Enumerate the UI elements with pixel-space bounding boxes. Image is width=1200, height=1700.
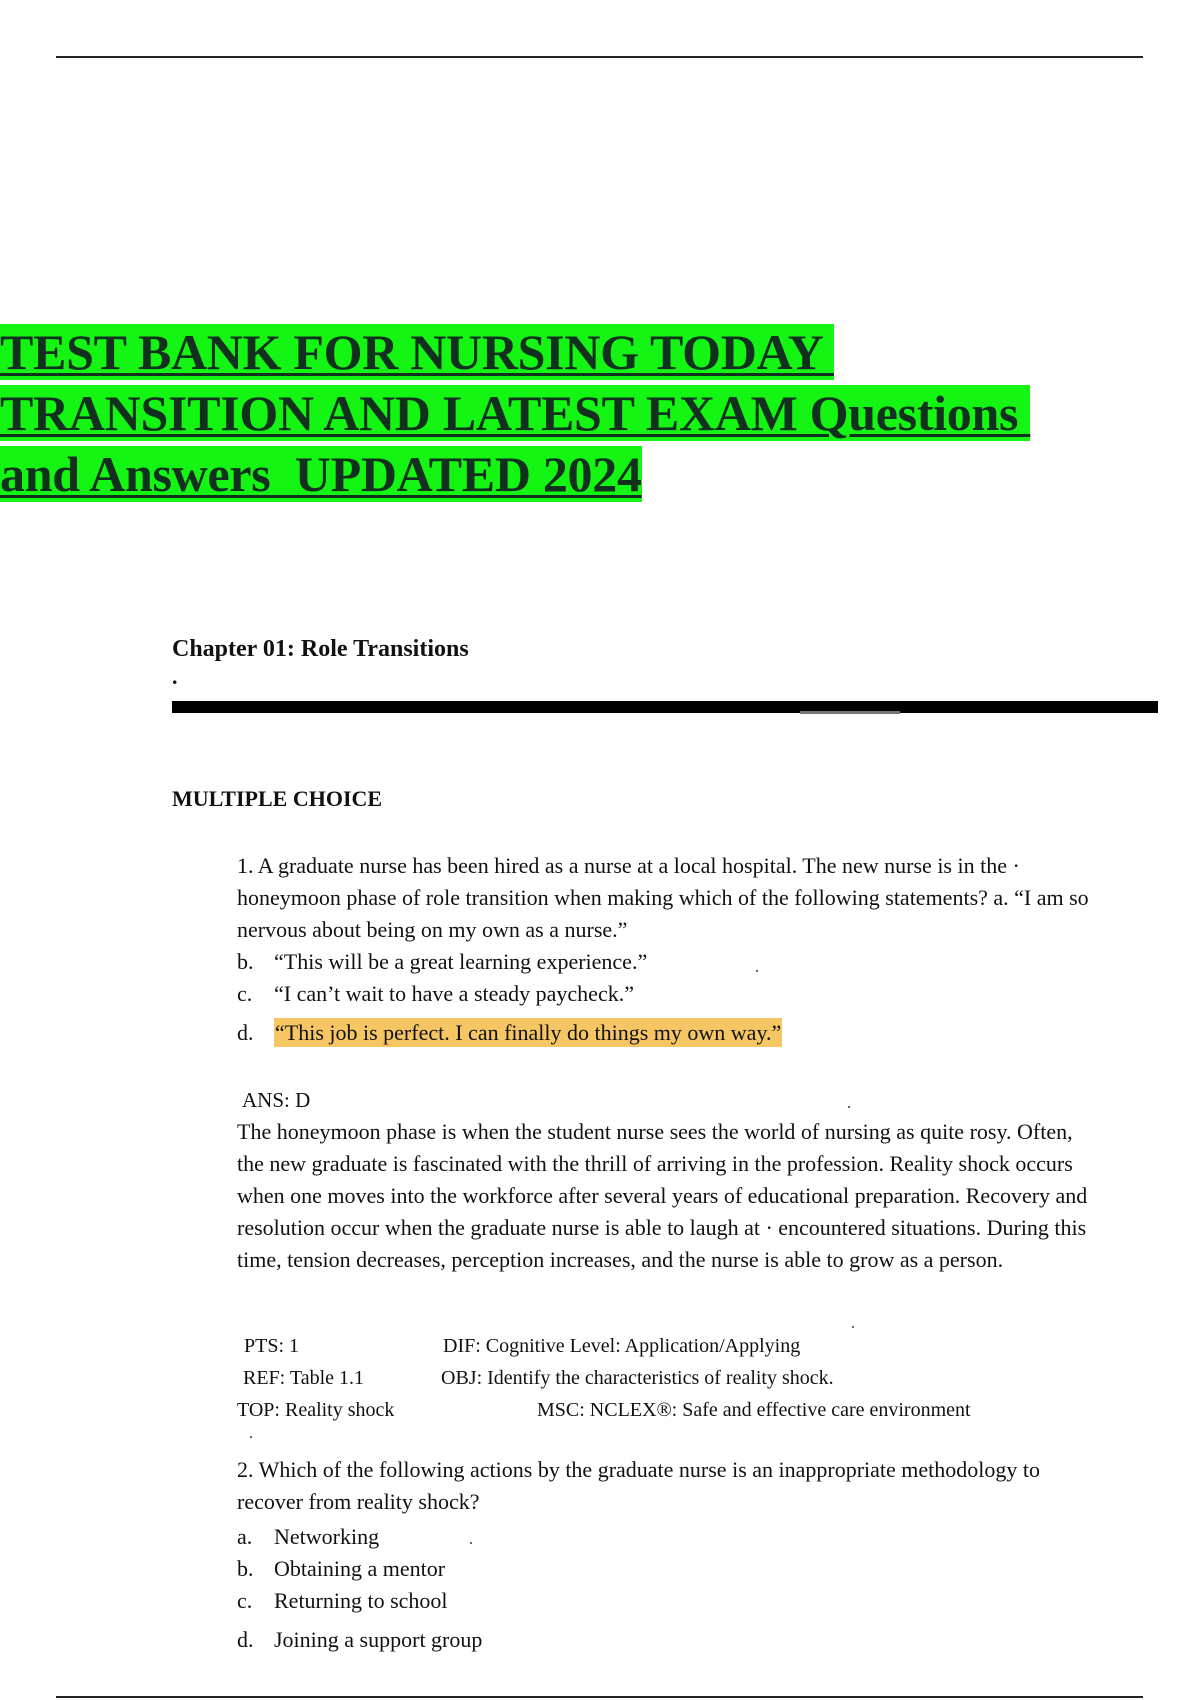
divider-artifact — [800, 711, 900, 714]
option-text: “I can’t wait to have a steady paycheck.” — [274, 981, 634, 1006]
option-text: Joining a support group — [274, 1627, 483, 1652]
question-1-stem: 1. A graduate nurse has been hired as a nurse at a local hospital. The new nurse is in the · honeymoon phase of role transition when making which of the following statements? a. “I am so nervous about being on my own as a nurse.” — [237, 853, 1089, 942]
highlighted-answer-text: “This job is perfect. I can finally do things my own way.” — [275, 1020, 782, 1045]
question-2-option-a — [237, 1522, 379, 1552]
option-letter: d. — [237, 1020, 254, 1045]
bottom-rule — [56, 1696, 1143, 1698]
option-letter: a. — [237, 1524, 253, 1549]
chapter-heading: Chapter 01: Role Transitions — [172, 636, 469, 662]
scan-speck — [848, 1106, 850, 1108]
meta-topic: TOP: Reality shock — [237, 1399, 395, 1421]
question-1-option-c — [237, 979, 634, 1009]
option-text: Networking — [274, 1524, 380, 1549]
question-1-option-b — [237, 947, 647, 977]
question-2-stem: 2. Which of the following actions by the graduate nurse is an inappropriate methodology to recover from reality shock? — [237, 1457, 1041, 1514]
scan-speck — [756, 970, 758, 972]
meta-reference: REF: Table 1.1 — [243, 1367, 365, 1389]
option-text: Returning to school — [274, 1588, 448, 1613]
scan-speck — [250, 1436, 252, 1438]
title-line-2: TRANSITION AND LATEST EXAM Questions — [0, 385, 1031, 441]
title-line-3: and Answers UPDATED 2024 — [0, 446, 642, 502]
option-letter: b. — [237, 949, 254, 974]
option-text: “This will be a great learning experience.” — [274, 949, 648, 974]
option-letter: b. — [237, 1556, 254, 1581]
option-letter: c. — [237, 981, 253, 1006]
answer-key: ANS: D — [242, 1088, 311, 1112]
question-2-option-b — [237, 1554, 445, 1584]
title-line-1: TEST BANK FOR NURSING TODAY — [0, 324, 834, 380]
chapter-marker: . — [172, 664, 178, 689]
question-1-option-d — [237, 1018, 782, 1048]
meta-objective: OBJ: Identify the characteristics of reality shock. — [441, 1367, 834, 1389]
option-letter: c. — [237, 1588, 253, 1613]
option-text: Obtaining a mentor — [274, 1556, 446, 1581]
option-letter: d. — [237, 1627, 254, 1652]
document-title — [0, 322, 1032, 505]
section-heading: MULTIPLE CHOICE — [172, 786, 383, 811]
question-2-option-d — [237, 1625, 482, 1655]
scan-speck — [470, 1542, 472, 1544]
question-2-option-c — [237, 1586, 448, 1616]
meta-points: PTS: 1 — [244, 1335, 300, 1357]
top-rule — [56, 56, 1143, 58]
chapter-divider — [172, 701, 1158, 713]
scan-speck — [852, 1326, 854, 1328]
answer-rationale: The honeymoon phase is when the student nurse sees the world of nursing as quite rosy. Often, the new graduate is fascinated with the thrill of arriving in the profession. Reality shock occurs when one moves into the workforce after several years of educational preparation. Recovery and resolution occur when the graduate nurse is able to laugh at · encountered situations. During this time, tension decreases, perception increases, and the nurse is able to grow as a person. — [237, 1119, 1088, 1272]
meta-msc: MSC: NCLEX®: Safe and effective care environment — [537, 1399, 971, 1421]
meta-difficulty: DIF: Cognitive Level: Application/Applying — [443, 1335, 801, 1357]
